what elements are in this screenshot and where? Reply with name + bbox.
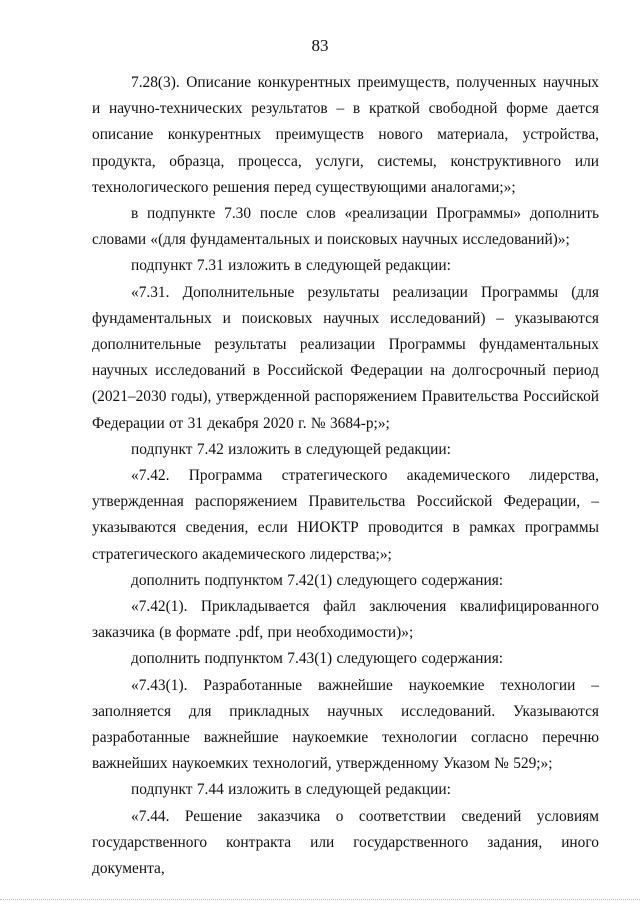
paragraph-7-28-3: 7.28(3). Описание конкурентных преимуществ, полученных научных и научно-технических результатов – в краткой свободной форме дается описание конкурентных преимуществ нового материала, устройства, продукта, образца, процесса, услуги, системы, конструктивного или технологического решения перед существующими аналогами;»; — [92, 74, 599, 196]
paragraph-amend-7-31-intro: подпункт 7.31 изложить в следующей редакции: — [131, 257, 451, 275]
paragraph-add-7-42-1-intro: дополнить подпунктом 7.42(1) следующего содержания: — [131, 571, 504, 589]
paragraph-7-43-1: «7.43(1). Разработанные важнейшие наукоемкие технологии – заполняется для прикладных научных исследований. Указываются разработанные важнейшие наукоемкие технологии согласно перечню важнейших наукоемких технологий, утвержденному Указом № 529;»; — [92, 676, 599, 773]
paragraph-7-42: «7.42. Программа стратегического академического лидерства, утвержденная распоряжением Правительства Российской Федерации, – указываются сведения, если НИОКТР проводится в рамках программы стратегического академического лидерства;»; — [92, 467, 599, 563]
page-number: 83 — [311, 36, 329, 55]
document-body — [92, 70, 599, 882]
paragraph-amend-7-44-intro: подпункт 7.44 изложить в следующей редакции: — [131, 781, 451, 799]
scan-edge-divider — [0, 899, 640, 900]
paragraph-amend-7-42-intro: подпункт 7.42 изложить в следующей редакции: — [131, 440, 451, 458]
paragraph-7-31: «7.31. Дополнительные результаты реализации Программы (для фундаментальных и поисковых научных исследований) – указываются дополнительные результаты реализации Программы фундаментальных научных исследований в Российской Федерации на долгосрочный период (2021–2030 годы), утвержденной распоряжением Правительства Российской Федерации от 31 декабря 2020 г. № 3684-р;»; — [92, 283, 599, 432]
paragraph-7-42-1: «7.42(1). Прикладывается файл заключения квалифицированного заказчика (в формате .pdf, при необходимости)»; — [92, 598, 599, 642]
paragraph-add-7-43-1-intro: дополнить подпунктом 7.43(1) следующего содержания: — [131, 650, 504, 668]
paragraph-7-44: «7.44. Решение заказчика о соответствии сведений условиям государственного контракта или государственного задания, иного документа, — [92, 807, 599, 878]
paragraph-amend-7-30: в подпункте 7.30 после слов «реализации Программы» дополнить словами «(для фундаментальных и поисковых научных исследований)»; — [92, 205, 599, 249]
